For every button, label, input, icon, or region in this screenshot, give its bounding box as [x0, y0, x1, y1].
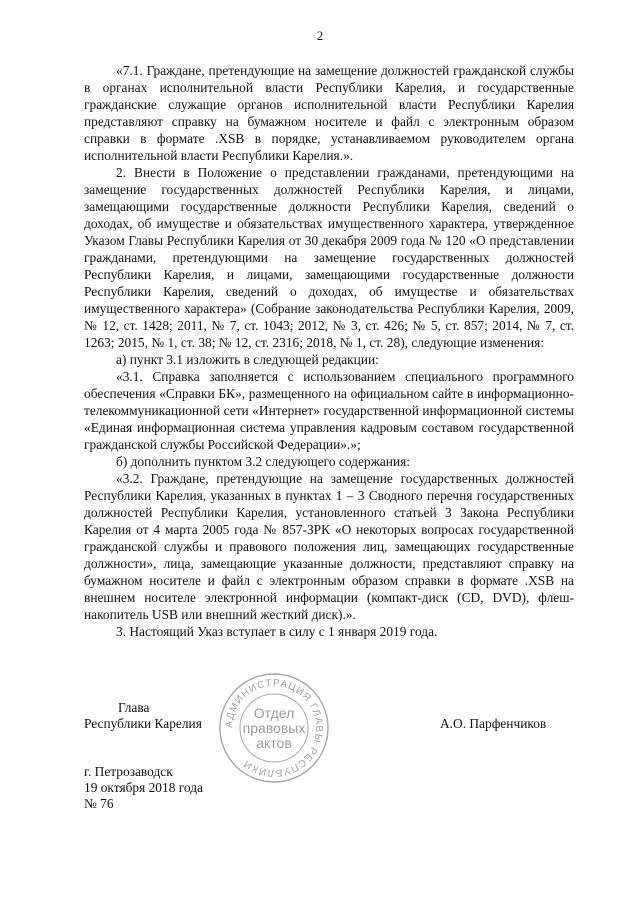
document-body [84, 62, 574, 640]
stamp-line-3: актов [256, 734, 292, 751]
paragraph-2: 2. Внести в Положение о представлении гражданами, претендующими на замещение государственных должностей Республики Карелия, и лицами, замещающими государственные должности Республики Карелия, сведений о доходах, об имуществе и обязательствах имущественного характера, утвержденное Указом Главы Республики Карелия от 30 декабря 2009 года № 120 «О представлении гражданами, претендующими на замещение государственных должностей Республики Карелия, и лицами, замещающими государственные должности Республики Карелия, сведений о доходах, об имуществе и обязательствах имущественного характера» (Собрание законодательства Республики Карелия, 2009, № 12, ст. 1428; 2011, № 7, ст. 1043; 2012, № 3, ст. 426; № 5, ст. 857; 2014, № 7, ст. 1263; 2015, № 1, ст. 38; № 12, ст. 2316; 2018, № 1, ст. 28), следующие изменения: [84, 165, 574, 350]
paragraph-7-1: «7.1. Граждане, претендующие на замещение должностей гражданской службы в органах исполнительной власти Республики Карелия, и государственные гражданские служащие органов исполнительной власти Республики Карелия представляют справку на бумажном носителе и файл с электронным образом справки в формате .XSB в порядке, устанавливаемом руководителем органа исполнительной власти Республики Карелия.». [84, 63, 574, 163]
paragraph-3: 3. Настоящий Указ вступает в силу с 1 января 2019 года. [116, 624, 438, 639]
paragraph-2-b: б) дополнить пунктом 3.2 следующего содержания: [116, 454, 410, 469]
document-number: № 76 [84, 796, 114, 811]
paragraph-3-1: «3.1. Справка заполняется с использованием специального программного обеспечения «Справки БК», размещенного на официальном сайте в информационно-телекоммуникационной сети «Интернет» государственной информационной системы «Единая информационная система управления кадровым составом государственной гражданской службы Российской Федерации».»; [84, 369, 574, 452]
paragraph-2-a: а) пункт 3.1 изложить в следующей редакции: [116, 352, 379, 367]
document-date: 19 октября 2018 года [84, 780, 203, 795]
stamp-ring-text: АДМИНИСТРАЦИЯ ГЛАВЫ РЕСПУБЛИКИ [223, 677, 325, 779]
signature-title: Глава [118, 700, 150, 715]
stamp-line-1: Отдел [253, 704, 295, 721]
page-number: 2 [316, 28, 324, 43]
signature-organization: Республики Карелия [84, 716, 202, 731]
official-stamp [218, 672, 330, 784]
stamp-center [218, 672, 330, 784]
stamp-line-2: правовых [242, 719, 306, 736]
paragraph-3-2: «3.2. Граждане, претендующие на замещение государственных должностей Республики Карелия, указанных в пунктах 1 – 3 Сводного перечня государственных должностей Республики Карелия, установленного статьей 3 Закона Республики Карелия от 4 марта 2005 года № 857-ЗРК «О некоторых вопросах государственной гражданской службы и правового положения лиц, замещающих государственные должности», лица, замещающие указанные должности, представляют справку на бумажном носителе и файл с электронным образом справки в формате .XSB на внешнем носителе электронной информации (компакт-диск (CD, DVD), флеш-накопитель USB или внешний жесткий диск).». [84, 471, 574, 622]
signatory-name: А.О. Парфенчиков [440, 716, 547, 731]
document-city: г. Петрозаводск [84, 764, 173, 779]
